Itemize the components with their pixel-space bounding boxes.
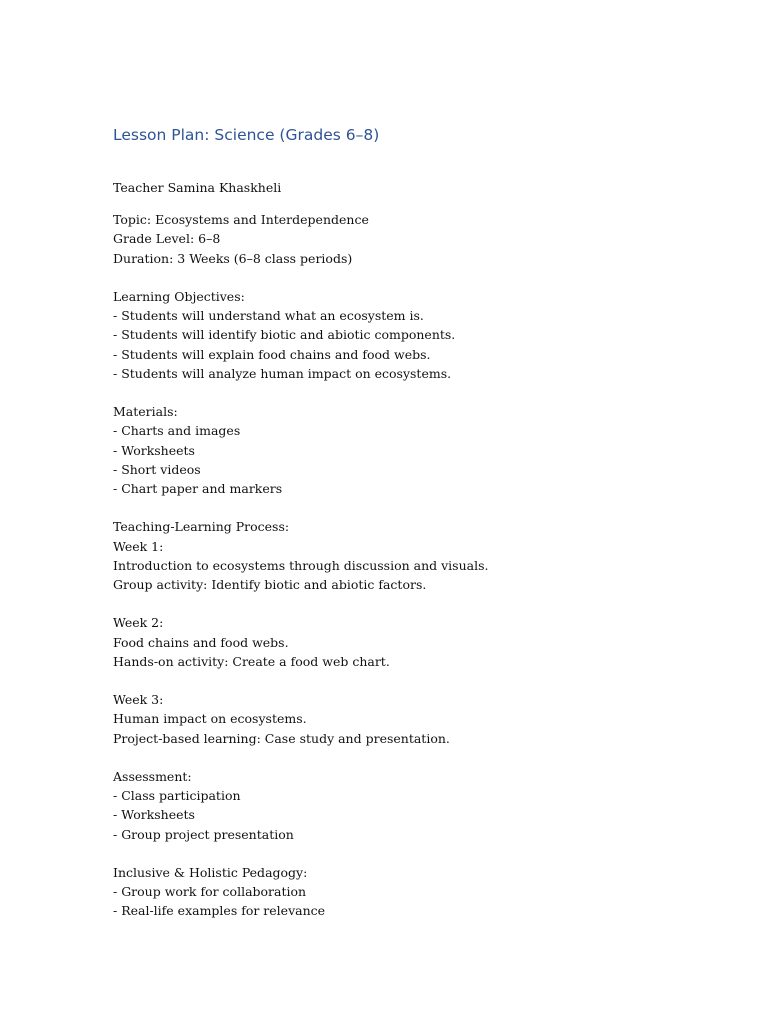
week-2-line: Hands-on activity: Create a food web chart. [113, 653, 390, 669]
document-body [113, 124, 713, 921]
duration-line: Duration: 3 Weeks (6–8 class periods) [113, 250, 353, 266]
material-item: - Chart paper and markers [113, 481, 283, 497]
week-3-line: Human impact on ecosystems. [113, 711, 307, 727]
material-item: - Worksheets [113, 442, 195, 458]
week-3-label: Week 3: [113, 692, 164, 708]
objective-item: - Students will identify biotic and abiotic components. [113, 327, 456, 343]
assessment-item: - Class participation [113, 788, 241, 804]
objective-item: - Students will analyze human impact on ecosystems. [113, 365, 452, 381]
assessment-item: - Group project presentation [113, 826, 294, 842]
week-1-line: Group activity: Identify biotic and abiotic factors. [113, 577, 427, 593]
pedagogy-item: - Real-life examples for relevance [113, 903, 326, 919]
spacer [113, 671, 713, 690]
pedagogy-heading: Inclusive & Holistic Pedagogy: [113, 865, 308, 880]
pedagogy-item: - Group work for collaboration [113, 884, 307, 900]
spacer [113, 594, 713, 613]
spacer [113, 748, 713, 767]
spacer [113, 844, 713, 863]
spacer [113, 268, 713, 287]
week-3-line: Project-based learning: Case study and presentation. [113, 730, 450, 746]
materials-heading: Materials: [113, 404, 178, 420]
spacer [113, 383, 713, 402]
grade-level-line: Grade Level: 6–8 [113, 231, 221, 247]
assessment-item: - Worksheets [113, 807, 195, 823]
week-1-line: Introduction to ecosystems through discussion and visuals. [113, 557, 489, 573]
topic-line: Topic: Ecosystems and Interdependence [113, 212, 369, 228]
week-1-label: Week 1: [113, 538, 164, 554]
assessment-heading: Assessment: [113, 769, 192, 784]
week-2-line: Food chains and food webs. [113, 634, 289, 650]
objective-item: - Students will understand what an ecosystem is. [113, 308, 424, 324]
page-title: Lesson Plan: Science (Grades 6–8) [113, 126, 380, 144]
material-item: - Short videos [113, 461, 201, 477]
objectives-heading: Learning Objectives: [113, 289, 245, 304]
process-heading: Teaching-Learning Process: [113, 519, 290, 535]
week-2-label: Week 2: [113, 615, 164, 631]
teacher-name: Teacher Samina Khaskheli [113, 180, 282, 195]
spacer [113, 498, 713, 517]
objective-item: - Students will explain food chains and food webs. [113, 346, 431, 362]
material-item: - Charts and images [113, 423, 241, 439]
